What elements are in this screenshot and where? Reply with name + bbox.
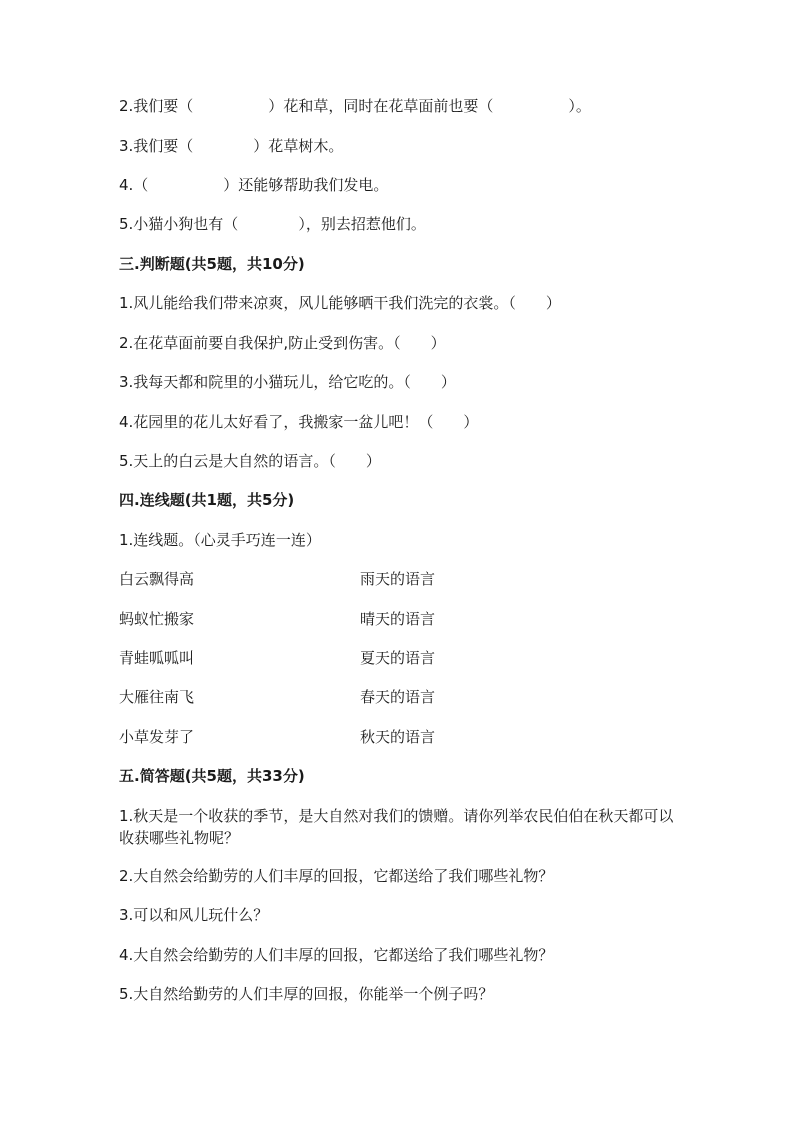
- fill-blank-item-4: 4.（ ）还能够帮助我们发电。: [119, 176, 389, 194]
- fill-blank-item-2: 2.我们要（ ）花和草，同时在花草面前也要（ ）。: [119, 97, 591, 115]
- matching-left-item-2: 蚂蚁忙搬家: [119, 610, 195, 628]
- fill-blank-item-5: 5.小猫小狗也有（ ），别去招惹他们。: [119, 215, 426, 233]
- short-answer-item-4: 4.大自然会给勤劳的人们丰厚的回报，它都送给了我们哪些礼物？: [119, 946, 554, 964]
- matching-right-item-5: 秋天的语言: [360, 728, 436, 746]
- true-false-item-4: 4.花园里的花儿太好看了，我搬家一盆儿吧！（ ）: [119, 413, 479, 431]
- matching-right-item-2: 晴天的语言: [360, 610, 436, 628]
- matching-right-item-4: 春天的语言: [360, 688, 436, 706]
- matching-left-item-3: 青蛙呱呱叫: [119, 649, 195, 667]
- short-answer-item-1: 1.秋天是一个收获的季节，是大自然对我们的馈赠。请你列举农民伯伯在秋天都可以收获哪些礼物呢？: [119, 807, 674, 847]
- section-heading-matching: 四.连线题(共1题，共5分): [119, 491, 295, 509]
- matching-left-item-4: 大雁往南飞: [119, 688, 195, 706]
- true-false-item-2: 2.在花草面前要自我保护,防止受到伤害。（ ）: [119, 334, 446, 352]
- matching-question: 1.连线题。（心灵手巧连一连）: [119, 531, 321, 549]
- matching-left-item-1: 白云飘得高: [119, 570, 195, 588]
- true-false-item-1: 1.风儿能给我们带来凉爽，风儿能够晒干我们洗完的衣裳。（ ）: [119, 294, 561, 312]
- short-answer-item-2: 2.大自然会给勤劳的人们丰厚的回报，它都送给了我们哪些礼物？: [119, 867, 554, 885]
- fill-blank-item-3: 3.我们要（ ）花草树木。: [119, 137, 344, 155]
- matching-right-item-3: 夏天的语言: [360, 649, 436, 667]
- true-false-item-5: 5.天上的白云是大自然的语言。（ ）: [119, 452, 381, 470]
- short-answer-item-5: 5.大自然给勤劳的人们丰厚的回报，你能举一个例子吗？: [119, 985, 494, 1003]
- matching-left-item-5: 小草发芽了: [119, 728, 195, 746]
- short-answer-item-3: 3.可以和风儿玩什么？: [119, 906, 269, 924]
- matching-right-item-1: 雨天的语言: [360, 570, 436, 588]
- section-heading-short-answer: 五.简答题(共5题，共33分): [119, 767, 305, 785]
- section-heading-true-false: 三.判断题(共5题，共10分): [119, 255, 305, 273]
- true-false-item-3: 3.我每天都和院里的小猫玩儿，给它吃的。（ ）: [119, 373, 456, 391]
